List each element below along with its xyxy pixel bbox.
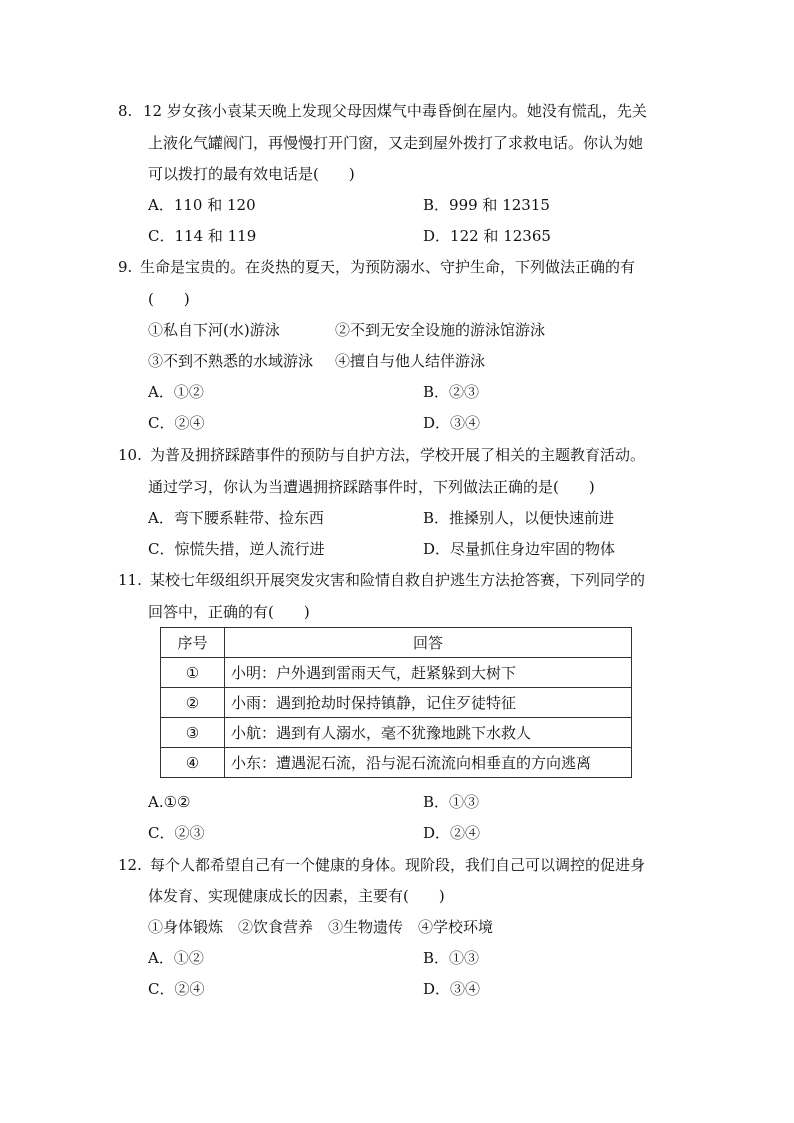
option-a: A．弯下腰系鞋带、捡东西 (148, 509, 324, 527)
option-b: B．999 和 12315 (423, 196, 550, 214)
option-d: D．尽量抓住身边牢固的物体 (423, 540, 616, 558)
question-number: 9. (118, 258, 133, 276)
option-b: B．①③ (423, 949, 480, 967)
question-stem: 回答中，正确的有( ) (148, 603, 310, 621)
row-answer: 小东：遭遇泥石流，沿与泥石流流向相垂直的方向逃离 (225, 748, 632, 778)
question-stem: 12 岁女孩小袁某天晚上发现父母因煤气中毒昏倒在屋内。她没有慌乱，先关 (143, 102, 647, 120)
question-stem: 某校七年级组织开展突发灾害和险情自救自护逃生方法抢答赛，下列同学的 (150, 571, 646, 589)
question-stem: 通过学习，你认为当遭遇拥挤踩踏事件时，下列做法正确的是( ) (148, 478, 595, 496)
question-stem: 为普及拥挤踩踏事件的预防与自护方法，学校开展了相关的主题教育活动。 (150, 446, 646, 464)
option-d: D．②④ (423, 824, 481, 842)
option-a: A．110 和 120 (148, 196, 256, 214)
question-stem: 可以拨打的最有效电话是( ) (148, 165, 355, 183)
question-number: 12. (118, 856, 142, 874)
question-number: 11. (118, 571, 142, 589)
table-row (161, 688, 632, 718)
option-c: C．②④ (148, 414, 205, 432)
row-index: ④ (161, 748, 225, 778)
statement-list: ①身体锻炼 ②饮食营养 ③生物遗传 ④学校环境 (148, 918, 494, 936)
option-d: D．③④ (423, 414, 481, 432)
question-stem: ( ) (148, 290, 190, 308)
option-b: B．推搡别人，以便快速前进 (423, 509, 615, 527)
column-header-answer: 回答 (225, 628, 632, 658)
statement-1: ①私自下河(水)游泳 (148, 321, 280, 339)
option-d: D．③④ (423, 980, 481, 998)
statement-3: ③不到不熟悉的水域游泳 (148, 352, 314, 370)
row-index: ① (161, 658, 225, 688)
row-index: ③ (161, 718, 225, 748)
option-c: C．114 和 119 (148, 227, 257, 245)
row-answer: 小明：户外遇到雷雨天气，赶紧躲到大树下 (225, 658, 632, 688)
question-stem: 上液化气罐阀门，再慢慢打开门窗，又走到屋外拨打了求救电话。你认为她 (148, 134, 644, 152)
row-answer: 小雨：遇到抢劫时保持镇静，记住歹徒特征 (225, 688, 632, 718)
option-b: B．②③ (423, 383, 480, 401)
option-a: A．①② (148, 949, 204, 967)
table-row (161, 658, 632, 688)
option-d: D．122 和 12365 (423, 227, 551, 245)
question-stem: 每个人都希望自己有一个健康的身体。现阶段，我们自己可以调控的促进身 (150, 856, 646, 874)
table-header-row (161, 628, 632, 658)
option-b: B．①③ (423, 793, 480, 811)
question-stem: 体发育、实现健康成长的因素，主要有( ) (148, 887, 445, 905)
statement-4: ④擅自与他人结伴游泳 (335, 352, 486, 370)
table-row (161, 748, 632, 778)
question-number: 8. (118, 102, 133, 120)
answers-table (160, 627, 632, 778)
row-answer: 小航：遇到有人溺水，毫不犹豫地跳下水救人 (225, 718, 632, 748)
statement-2: ②不到无安全设施的游泳馆游泳 (335, 321, 546, 339)
option-c: C．惊慌失措，逆人流行进 (148, 540, 325, 558)
option-c: C．②④ (148, 980, 205, 998)
row-index: ② (161, 688, 225, 718)
question-stem: 生命是宝贵的。在炎热的夏天，为预防溺水、守护生命，下列做法正确的有 (140, 258, 636, 276)
table-row (161, 718, 632, 748)
option-a: A.①② (148, 793, 191, 811)
option-a: A．①② (148, 383, 204, 401)
column-header-index: 序号 (161, 628, 225, 658)
question-number: 10. (118, 446, 142, 464)
option-c: C．②③ (148, 824, 205, 842)
